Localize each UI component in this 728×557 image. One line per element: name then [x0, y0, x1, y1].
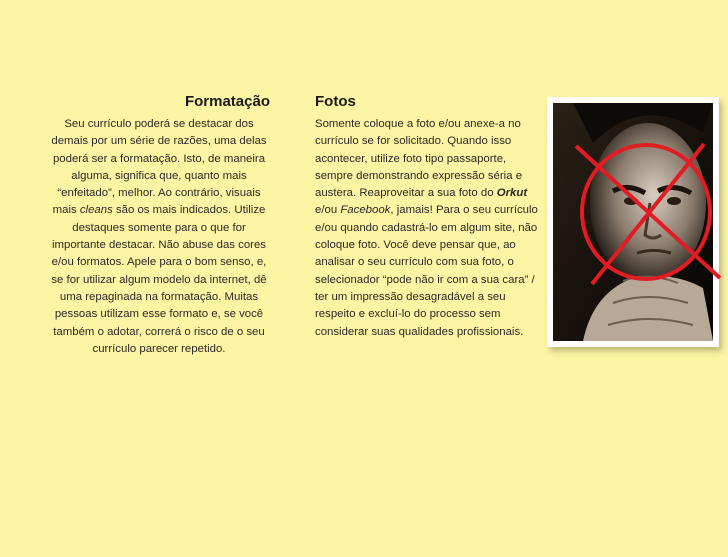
text-run: e/ou: [315, 204, 341, 217]
text-run: Seu currículo poderá se destacar dos demais por um série de razões, uma delas poderá ser a formatação. Isto, de maneira alguma, significa que, quanto mais “enfeitado”, melhor. Ao contrário, visuais mais: [51, 118, 267, 217]
text-run: são os mais indicados. Utilize destaques somente para o que for importante destacar. Não abuse das cores e/ou formatos. Apele para o bom senso, e, se for utilizar algum modelo da internet, dê uma repaginada na formatação. Muitas pessoas utilizam esse formato e, se você também o adotar, correrá o risco de o seu currículo parecer repetido.: [51, 204, 267, 355]
text-run: Orkut: [496, 187, 528, 200]
photos-body: [315, 116, 545, 341]
text-run: Facebook: [340, 204, 391, 217]
formatting-body: [46, 116, 272, 358]
text-run: , jamais! Para o seu currículo e/ou quando cadastrá-lo em algum site, não coloque foto. Você deve pensar que, ao analisar o seu currículo com sua foto, o selecionador “pode não ir com a sua cara” / ter um impressão desagradável a seu respeito e excluí-lo do processo sem considerar suas qualidades profissionais.: [315, 204, 538, 338]
formatting-heading: Formatação: [184, 93, 270, 110]
formatting-section: [46, 92, 272, 358]
text-run: cleans: [79, 204, 113, 217]
photos-section: [315, 92, 545, 341]
prohibited-sign-icon: [570, 138, 726, 288]
photos-heading: Fotos: [315, 93, 356, 110]
text-run: Somente coloque a foto e/ou anexe-a no currículo se for solicitado. Quando isso acontecer, utilize foto tipo passaporte, sempre demonstrando expressão séria e austera. Reaproveitar a sua foto do: [315, 118, 523, 200]
